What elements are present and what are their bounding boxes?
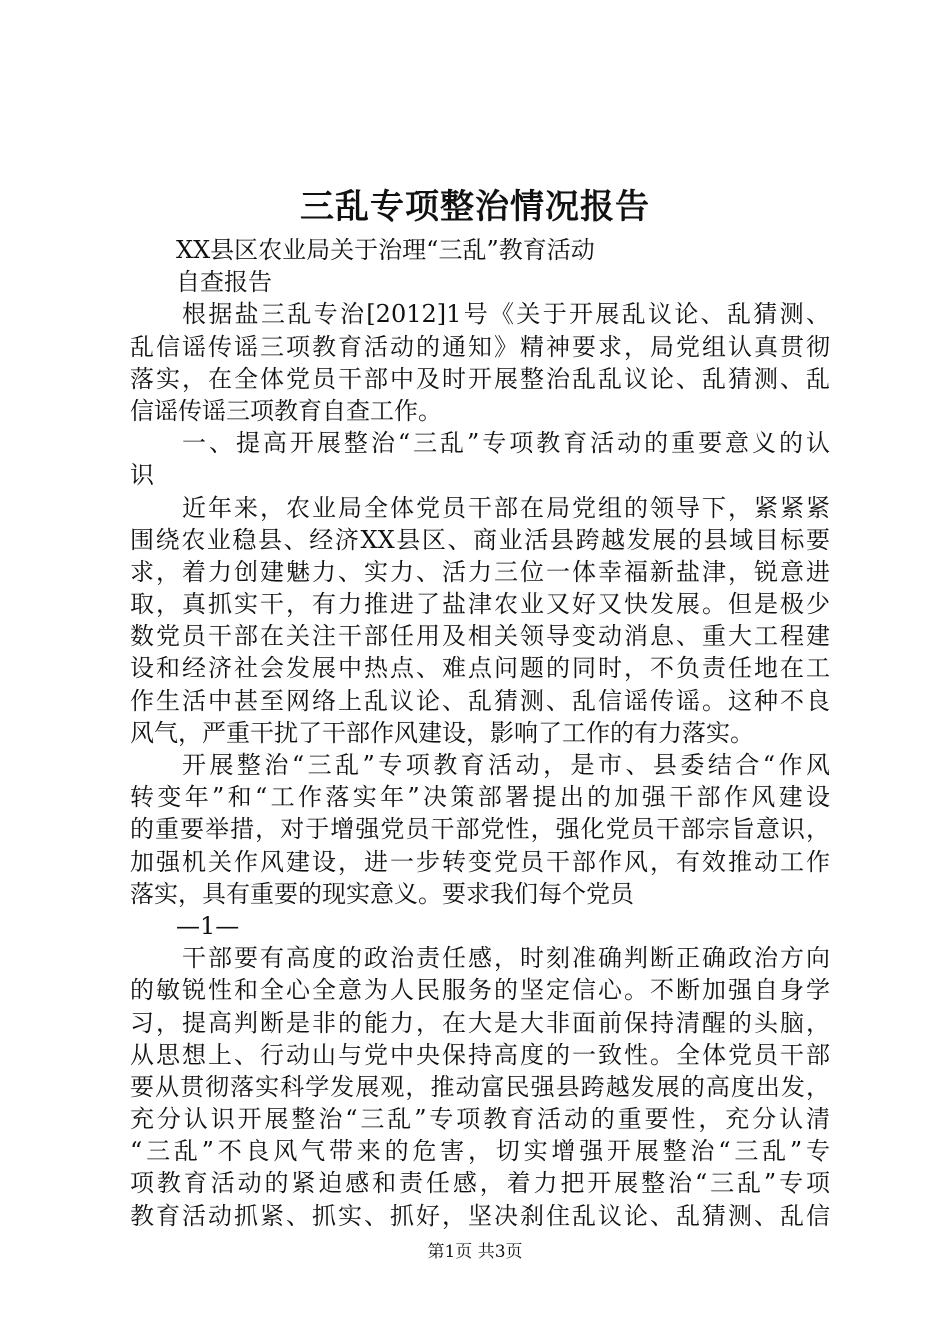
body-line: 乱信谣传谣三项教育活动的通知》精神要求，局党组认真贯彻: [130, 332, 830, 361]
page-footer: 第1页 共3页: [427, 1242, 523, 1262]
body-line: 转变年”和“工作落实年”决策部署提出的加强干部作风建设: [130, 783, 830, 812]
body-line: —1—: [176, 911, 240, 940]
body-line: 设和经济社会发展中热点、难点问题的同时，不负责任地在工: [130, 654, 830, 683]
body-line: 项教育活动的紧迫感和责任感，着力把开展整治“三乱”专项: [130, 1169, 830, 1198]
body-line: 从思想上、行动山与党中央保持高度的一致性。全体党员干部: [130, 1040, 830, 1069]
body-line: 围绕农业稳县、经济XX县区、商业活县跨越发展的县域目标要: [130, 525, 830, 554]
body-line: 识: [130, 461, 154, 490]
body-line: 数党员干部在关注干部任用及相关领导变动消息、重大工程建: [130, 622, 830, 651]
document-title: 三乱专项整治情况报告: [300, 187, 650, 227]
body-line: “三乱”不良风气带来的危害，切实增强开展整治“三乱”专: [130, 1137, 830, 1166]
body-line: 开展整治“三乱”专项教育活动，是市、县委结合“作风: [182, 751, 830, 779]
body-line: XX县区农业局关于治理“三乱”教育活动: [176, 236, 595, 264]
body-line: 一、提高开展整治“三乱”专项教育活动的重要意义的认: [182, 429, 830, 458]
body-line: 风气，严重干扰了干部作风建设，影响了工作的有力落实。: [130, 718, 754, 747]
body-line: 的敏锐性和全心全意为人民服务的坚定信心。不断加强自身学: [130, 976, 830, 1005]
body-line: 落实，具有重要的现实意义。要求我们每个党员: [130, 879, 634, 908]
body-line: 习，提高判断是非的能力，在大是大非面前保持清醒的头脑，: [130, 1008, 830, 1037]
body-line: 的重要举措，对于增强党员干部党性，强化党员干部宗旨意识，: [130, 815, 830, 844]
body-line: 求，着力创建魅力、实力、活力三位一体幸福新盐津，锐意进: [130, 557, 830, 586]
body-line: 充分认识开展整治“三乱”专项教育活动的重要性，充分认清: [130, 1105, 830, 1134]
body-line: 自查报告: [176, 268, 272, 297]
body-line: 取，真抓实干，有力推进了盐津农业又好又快发展。但是极少: [130, 590, 830, 619]
body-line: 干部要有高度的政治责任感，时刻准确判断正确政治方向: [182, 944, 830, 973]
body-line: 加强机关作风建设，进一步转变党员干部作风，有效推动工作: [130, 847, 830, 876]
body-line: 根据盐三乱专治[2012]1号《关于开展乱议论、乱猜测、: [182, 300, 830, 329]
body-line: 信谣传谣三项教育自查工作。: [130, 396, 442, 425]
body-line: 要从贯彻落实科学发展观，推动富民强县跨越发展的高度出发，: [130, 1072, 830, 1101]
body-line: 落实，在全体党员干部中及时开展整治乱乱议论、乱猜测、乱: [130, 364, 830, 393]
body-line: 作生活中甚至网络上乱议论、乱猜测、乱信谣传谣。这种不良: [130, 686, 830, 715]
body-line: 教育活动抓紧、抓实、抓好，坚决刹住乱议论、乱猜测、乱信: [130, 1201, 830, 1230]
document-body: [130, 234, 830, 1232]
body-line: 近年来，农业局全体党员干部在局党组的领导下，紧紧紧: [182, 493, 830, 522]
